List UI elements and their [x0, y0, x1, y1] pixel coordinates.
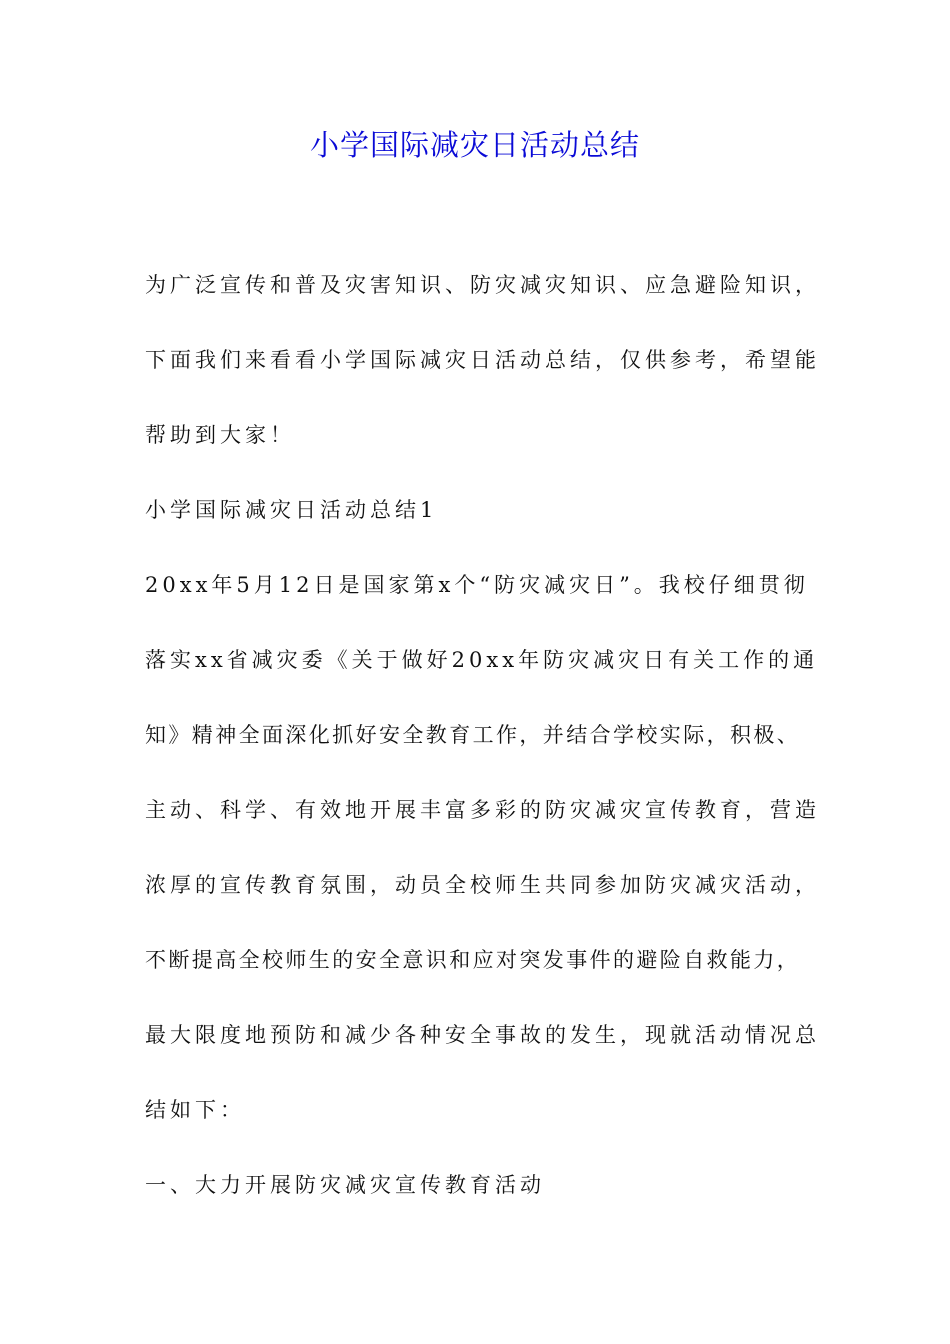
document-title: 小学国际减灾日活动总结	[309, 128, 640, 162]
paragraph-line: 浓厚的宣传教育氛围，动员全校师生共同参加防灾减灾活动，	[145, 873, 820, 897]
paragraph-line: 知》精神全面深化抓好安全教育工作，并结合学校实际，积极、	[145, 723, 801, 747]
paragraph-line: 帮助到大家！	[145, 423, 295, 447]
document-body	[145, 262, 845, 1237]
paragraph-line: 为广泛宣传和普及灾害知识、防灾减灾知识、应急避险知识，	[145, 273, 820, 297]
paragraph-line: 主动、科学、有效地开展丰富多彩的防灾减灾宣传教育，营造	[145, 798, 820, 822]
paragraph-line: 下面我们来看看小学国际减灾日活动总结，仅供参考，希望能	[145, 348, 820, 372]
paragraph-line: 落实xx省减灾委《关于做好20xx年防灾减灾日有关工作的通	[145, 648, 819, 672]
paragraph-line: 20xx年5月12日是国家第x个“防灾减灾日”。我校仔细贯彻	[145, 573, 809, 597]
paragraph-line: 最大限度地预防和减少各种安全事故的发生，现就活动情况总	[145, 1023, 820, 1047]
section-heading: 一、大力开展防灾减灾宣传教育活动	[145, 1173, 545, 1197]
paragraph-line: 不断提高全校师生的安全意识和应对突发事件的避险自救能力，	[145, 948, 801, 972]
section-heading: 小学国际减灾日活动总结1	[145, 498, 438, 522]
paragraph-line: 结如下：	[145, 1098, 245, 1122]
